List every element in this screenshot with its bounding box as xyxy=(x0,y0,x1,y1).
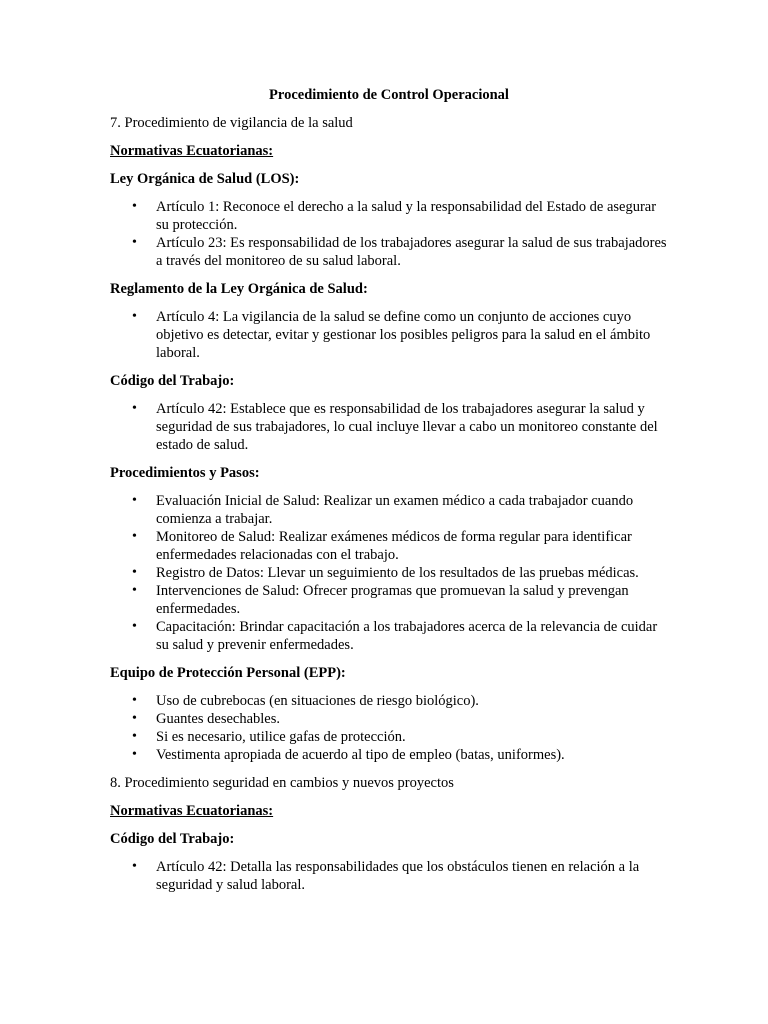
bullet-icon: • xyxy=(132,619,137,634)
section-heading: Procedimientos y Pasos: xyxy=(110,465,260,481)
bullet-icon: • xyxy=(132,199,137,214)
bullet-icon: • xyxy=(132,711,137,726)
list-item xyxy=(110,198,668,234)
list-item-text: Intervenciones de Salud: Ofrecer programas que promuevan la salud y prevengan enfermedades. xyxy=(156,583,629,617)
bullet-icon: • xyxy=(132,565,137,580)
bullet-icon: • xyxy=(132,859,137,874)
section-heading: Ley Orgánica de Salud (LOS): xyxy=(110,171,300,187)
section-heading: Código del Trabajo: xyxy=(110,831,235,847)
list-item-text: Monitoreo de Salud: Realizar exámenes médicos de forma regular para identificar enfermedades relacionadas con el trabajo. xyxy=(156,529,632,563)
normativas-heading: Normativas Ecuatorianas: xyxy=(110,803,274,819)
bullet-icon: • xyxy=(132,235,137,250)
section-heading: Código del Trabajo: xyxy=(110,373,235,389)
list-item xyxy=(110,528,668,564)
list-item-text: Artículo 42: Detalla las responsabilidades que los obstáculos tienen en relación a la seguridad y salud laboral. xyxy=(156,859,640,893)
list-item xyxy=(110,618,668,654)
bullet-icon: • xyxy=(132,729,137,744)
bullet-icon: • xyxy=(132,401,137,416)
bullet-list xyxy=(110,308,668,362)
bullet-list xyxy=(110,492,668,654)
bullet-icon: • xyxy=(132,309,137,324)
bullet-list xyxy=(110,400,668,454)
list-item-text: Evaluación Inicial de Salud: Realizar un examen médico a cada trabajador cuando comienza a trabajar. xyxy=(156,493,634,527)
list-item-text: Artículo 23: Es responsabilidad de los trabajadores asegurar la salud de sus trabajadores a través del monitoreo de su salud laboral. xyxy=(156,235,667,269)
list-item xyxy=(110,564,668,582)
bullet-icon: • xyxy=(132,693,137,708)
list-item-text: Artículo 42: Establece que es responsabilidad de los trabajadores asegurar la salud y seguridad de sus trabajadores, lo cual incluye llevar a cabo un monitoreo constante del estado de salud. xyxy=(156,401,658,453)
bullet-list xyxy=(110,198,668,270)
list-item-text: Uso de cubrebocas (en situaciones de riesgo biológico). xyxy=(156,693,479,709)
list-item xyxy=(110,728,668,746)
list-item-text: Capacitación: Brindar capacitación a los trabajadores acerca de la relevancia de cuidar su salud y prevenir enfermedades. xyxy=(156,619,658,653)
bullet-icon: • xyxy=(132,747,137,762)
section-paragraph: 8. Procedimiento seguridad en cambios y nuevos proyectos xyxy=(110,775,454,791)
list-item xyxy=(110,582,668,618)
section-paragraph: 7. Procedimiento de vigilancia de la salud xyxy=(110,115,353,131)
bullet-list xyxy=(110,858,668,894)
list-item xyxy=(110,400,668,454)
list-item-text: Guantes desechables. xyxy=(156,711,281,727)
bullet-icon: • xyxy=(132,493,137,508)
bullet-icon: • xyxy=(132,583,137,598)
bullet-icon: • xyxy=(132,529,137,544)
list-item xyxy=(110,492,668,528)
section-heading: Equipo de Protección Personal (EPP): xyxy=(110,665,346,681)
list-item-text: Artículo 1: Reconoce el derecho a la salud y la responsabilidad del Estado de asegurar su protección. xyxy=(156,199,657,233)
list-item xyxy=(110,692,668,710)
list-item xyxy=(110,858,668,894)
list-item xyxy=(110,308,668,362)
list-item-text: Si es necesario, utilice gafas de protección. xyxy=(156,729,406,745)
bullet-list xyxy=(110,692,668,764)
section-heading: Reglamento de la Ley Orgánica de Salud: xyxy=(110,281,368,297)
list-item-text: Vestimenta apropiada de acuerdo al tipo de empleo (batas, uniformes). xyxy=(156,747,565,763)
list-item xyxy=(110,746,668,764)
list-item xyxy=(110,710,668,728)
normativas-heading: Normativas Ecuatorianas: xyxy=(110,143,274,159)
document-body xyxy=(110,114,668,894)
document-title: Procedimiento de Control Operacional xyxy=(269,87,509,103)
list-item-text: Artículo 4: La vigilancia de la salud se define como un conjunto de acciones cuyo objetivo es detectar, evitar y gestionar los posibles peligros para la salud en el ámbito laboral. xyxy=(156,309,651,361)
list-item xyxy=(110,234,668,270)
list-item-text: Registro de Datos: Llevar un seguimiento de los resultados de las pruebas médicas. xyxy=(156,565,639,581)
